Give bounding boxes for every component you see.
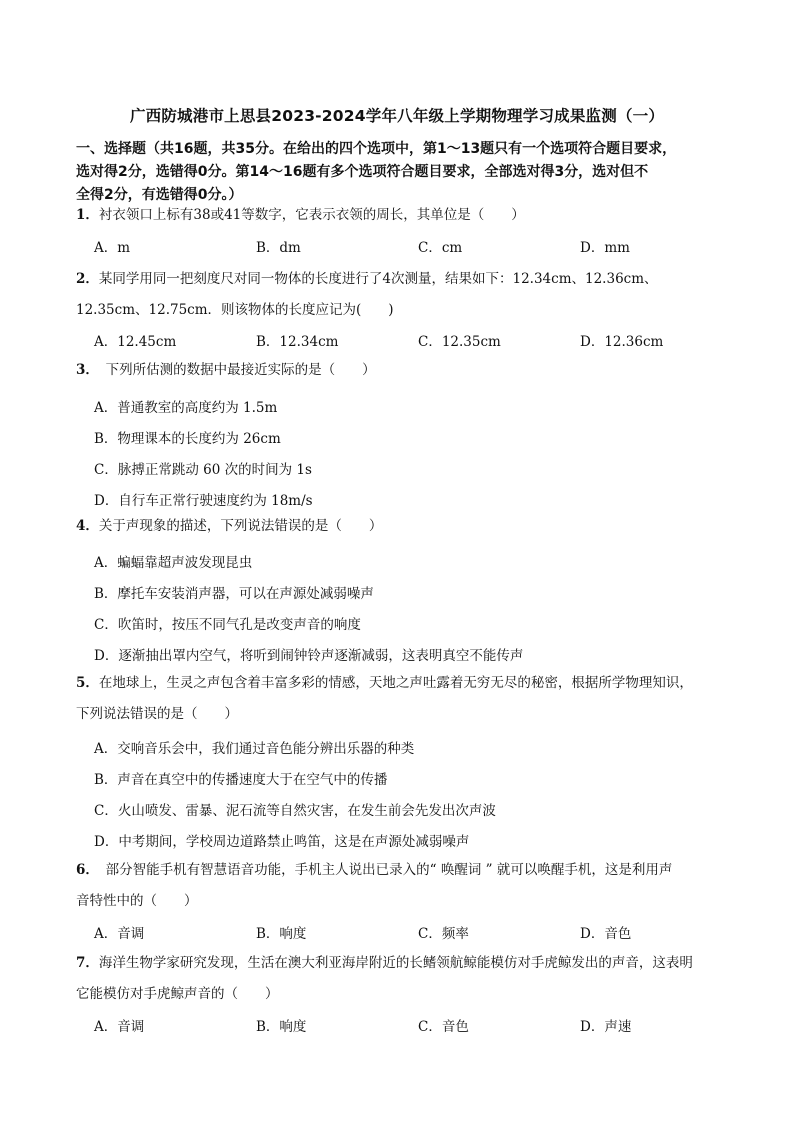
question-stem: 在地球上，生灵之声包含着丰富多彩的情感，天地之声吐露着无穷无尽的秘密，根据所学物理知识， [98, 675, 693, 691]
exam-title: 广西防城港市上思县2023-2024学年八年级上学期物理学习成果监测（一） [129, 107, 665, 125]
option-b: B．物理课本的长度约为 26cm [94, 431, 281, 447]
question-number: 3． [76, 362, 93, 378]
option-c: C．cm [418, 240, 463, 256]
option-c: C．音色 [418, 1019, 469, 1035]
option-a: A．普通教室的高度约为 1.5m [94, 400, 278, 416]
question-number: 4． [76, 518, 99, 534]
question-stem-cont: 下列说法错误的是（ ） [76, 706, 238, 722]
option-d: D．音色 [580, 926, 632, 942]
section-instructions [76, 138, 776, 207]
section-line-3: 全得2分，有选错得0分。） [76, 187, 243, 203]
question-number: 2． [76, 271, 99, 287]
option-c: C．12.35cm [418, 334, 501, 350]
option-b: B．12.34cm [256, 334, 339, 350]
option-c: C．吹笛时，按压不同气孔是改变声音的响度 [94, 617, 361, 633]
option-c: C．火山喷发、雷暴、泥石流等自然灾害，在发生前会先发出次声波 [94, 803, 496, 819]
option-a: A．音调 [94, 926, 145, 942]
option-a: A．蝙蝠靠超声波发现昆虫 [94, 555, 253, 571]
question-number: 7． [76, 955, 99, 971]
question-stem: 衬衣领口上标有38或41等数字，它表示衣领的周长，其单位是（ ） [98, 207, 525, 223]
option-c: C．脉搏正常跳动 60 次的时间为 1s [94, 462, 312, 478]
option-c: C．频率 [418, 926, 469, 942]
option-a: A．12.45cm [94, 334, 177, 350]
option-d: D．逐渐抽出罩内空气，将听到闹钟铃声逐渐减弱，这表明真空不能传声 [94, 648, 524, 664]
question-3 [76, 355, 776, 386]
option-b: B．声音在真空中的传播速度大于在空气中的传播 [94, 772, 388, 788]
option-b: B．响度 [256, 1019, 307, 1035]
option-a: A．音调 [94, 1019, 145, 1035]
question-stem: 部分智能手机有智慧语音功能，手机主人说出已录入的“ 唤醒词 ” 就可以唤醒手机，这是利用声 [92, 862, 673, 878]
question-stem: 下列所估测的数据中最接近实际的是（ ） [92, 362, 376, 378]
question-stem: 某同学用同一把刻度尺对同一物体的长度进行了4次测量，结果如下：12.34cm、12.36cm、 [98, 271, 658, 287]
question-number: 5． [76, 675, 99, 691]
question-5 [76, 668, 776, 730]
option-b: B．摩托车安装消声器，可以在声源处减弱噪声 [94, 586, 374, 602]
option-d: D．自行车正常行驶速度约为 18m/s [94, 493, 313, 509]
option-b: B．dm [256, 240, 301, 256]
question-stem-cont: 它能模仿对手虎鲸声音的（ ） [76, 986, 279, 1002]
section-line-2: 选对得2分，选错得0分。第14～16题有多个选项符合题目要求，全部选对得3分，选对但不 [76, 164, 649, 180]
question-6 [76, 855, 776, 917]
question-7 [76, 948, 776, 1010]
question-stem-cont: 12.35cm、12.75cm．则该物体的长度应记为( ) [76, 302, 394, 318]
question-number: 1． [76, 207, 99, 223]
question-stem-cont: 音特性中的（ ） [76, 893, 198, 909]
question-2 [76, 264, 776, 326]
option-d: D．mm [580, 240, 630, 256]
question-stem: 海洋生物学家研究发现，生活在澳大利亚海岸附近的长鳍领航鲸能模仿对手虎鲸发出的声音，这表明 [98, 955, 693, 971]
option-d: D．声速 [580, 1019, 632, 1035]
option-d: D．12.36cm [580, 334, 664, 350]
option-a: A．交响音乐会中，我们通过音色能分辨出乐器的种类 [94, 741, 415, 757]
question-4 [76, 511, 776, 542]
question-1 [76, 200, 776, 231]
option-a: A．m [94, 240, 131, 256]
section-line-1: 一、选择题（共16题，共35分。在给出的四个选项中，第1～13题只有一个选项符合题目要求， [76, 141, 677, 157]
option-b: B．响度 [256, 926, 307, 942]
question-number: 6． [76, 862, 93, 878]
question-stem: 关于声现象的描述，下列说法错误的是（ ） [98, 518, 383, 534]
option-d: D．中考期间，学校周边道路禁止鸣笛，这是在声源处减弱噪声 [94, 834, 470, 850]
